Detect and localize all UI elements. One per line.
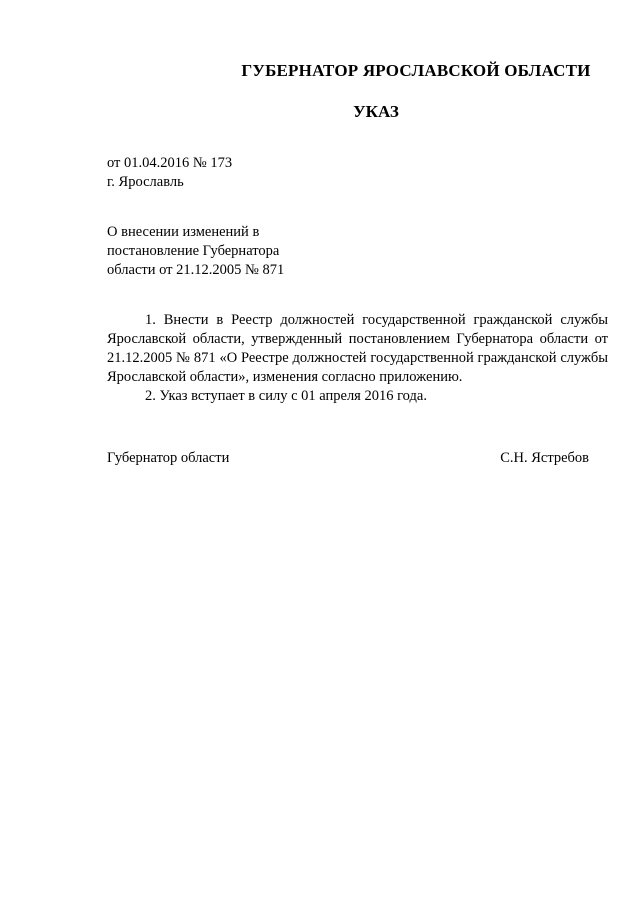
signatory-position: Губернатор области — [107, 450, 230, 466]
document-meta — [107, 154, 232, 192]
signatory-name: С.Н. Ястребов — [500, 450, 589, 466]
body-paragraph-1: 1. Внести в Реестр должностей государственной гражданской службы Ярославской области, утвержденный постановлением Губернатора области от 21.12.2005 № 871 «О Реестре должностей государственной гражданской службы Ярославской области», изменения согласно приложению. — [107, 312, 608, 385]
signature-block — [107, 449, 589, 468]
city: г. Ярославль — [107, 174, 184, 190]
body-paragraph-2: 2. Указ вступает в силу с 01 апреля 2016 года. — [145, 388, 427, 404]
subject-line: области от 21.12.2005 № 871 — [107, 262, 285, 278]
authority-heading — [107, 61, 608, 81]
document-body — [107, 311, 608, 406]
subject-line: постановление Губернатора — [107, 243, 280, 259]
authority-heading-text: ГУБЕРНАТОР ЯРОСЛАВСКОЙ ОБЛАСТИ — [241, 61, 591, 80]
document-type-heading: УКАЗ — [353, 102, 399, 121]
document-subject — [107, 223, 284, 280]
subject-line: О внесении изменений в — [107, 224, 260, 240]
date-number: от 01.04.2016 № 173 — [107, 155, 233, 171]
